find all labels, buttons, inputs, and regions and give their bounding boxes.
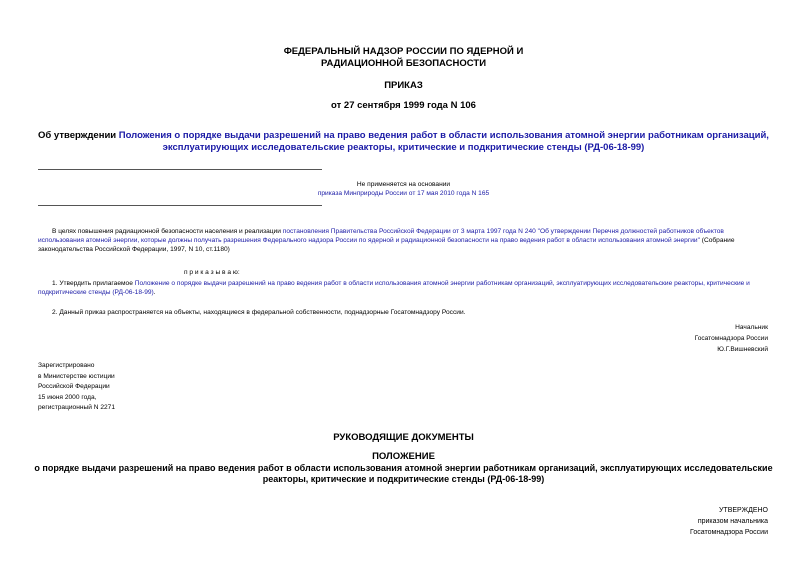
item-1-suffix: . xyxy=(153,289,156,296)
regulation-subtitle xyxy=(20,463,787,485)
order-title xyxy=(30,130,777,154)
doc-date: от 27 сентября 1999 года N 106 xyxy=(331,100,476,111)
approval-block xyxy=(690,505,768,538)
top-divider xyxy=(38,169,322,170)
signature-line-1: Начальник xyxy=(735,324,768,331)
regulation-subtitle-line-1: о порядке выдачи разрешений на право ведения работ в области использования атомной энергии работникам организаций, эксплуатирующих исследовательские xyxy=(34,463,773,473)
status-note-link[interactable]: приказа Минприроды России от 17 мая 2010 года N 165 xyxy=(317,190,490,197)
government-decree-link[interactable]: постановления Правительства Российской Федерации от 3 марта 1997 года N 240 "Об утверждении Перечня должностей работников объектов использования атомной энергии, которые должны получать разрешения Федерального надзора России по ядерной и радиационной безопасности на право ведения работ в области использования атомной энергии" xyxy=(38,228,724,244)
status-note xyxy=(0,180,807,198)
item-1-prefix: 1. Утвердить прилагаемое xyxy=(52,280,135,287)
registration-block xyxy=(38,361,115,414)
agency-line-1: ФЕДЕРАЛЬНЫЙ НАДЗОР РОССИИ ПО ЯДЕРНОЙ И xyxy=(283,46,524,57)
registration-line-3: Российской Федерации xyxy=(38,383,110,390)
order-item-1 xyxy=(38,279,770,297)
order-word: п р и к а з ы в а ю: xyxy=(184,269,240,276)
registration-line-4: 15 июня 2000 года, xyxy=(38,393,97,401)
agency-name xyxy=(0,46,807,70)
registration-line-1: Зарегистрировано xyxy=(38,362,95,369)
approval-line-3: Госатомнадзора России xyxy=(690,529,768,536)
regulation-section-title: ПОЛОЖЕНИЕ xyxy=(372,451,435,462)
preamble-text-1: В целях повышения радиационной безопасности населения и реализации xyxy=(52,228,283,235)
signature-line-3: Ю.Г.Вишневский xyxy=(717,346,768,353)
signature-block xyxy=(695,322,768,355)
regulation-subtitle-line-2: реакторы, критические и подкритические стенды (РД-06-18-99) xyxy=(262,474,545,484)
signature-line-2: Госатомнадзора России xyxy=(694,335,768,342)
agency-line-2: РАДИАЦИОННОЙ БЕЗОПАСНОСТИ xyxy=(320,58,487,69)
registration-line-5: регистрационный N 2271 xyxy=(38,404,116,411)
bottom-divider xyxy=(38,205,322,206)
approval-line-1: УТВЕРЖДЕНО xyxy=(718,507,768,514)
doc-type: ПРИКАЗ xyxy=(384,80,423,91)
order-title-prefix: Об утверждении xyxy=(38,130,119,141)
regulation-link[interactable]: Положение о порядке выдачи разрешений на право ведения работ в области использования атомной энергии работникам организаций, эксплуатирующих исследовательские реакторы, критические и подкритические стенды (РД-06-18-99) xyxy=(38,280,750,296)
preamble-text-2: (Собрание законодательства Российской Федерации, 1997, N 10, ст.1180) xyxy=(38,237,735,253)
order-title-link-2[interactable]: эксплуатирующих исследовательские реакторы, критические и подкритические стенды (РД-06-18-99) xyxy=(162,142,645,153)
order-item-2: 2. Данный приказ распространяется на объекты, находящиеся в федеральной собственности, поднадзорные Госатомнадзору России. xyxy=(52,309,466,316)
registration-line-2: в Министерстве юстиции xyxy=(38,372,115,380)
preamble-paragraph xyxy=(38,227,770,254)
status-note-text: Не применяется на основании xyxy=(356,181,451,188)
order-title-link-1[interactable]: Положения о порядке выдачи разрешений на право ведения работ в области использования атомной энергии работникам организаций, xyxy=(118,130,769,141)
approval-line-2: приказом начальника xyxy=(697,518,768,525)
guidance-heading: РУКОВОДЯЩИЕ ДОКУМЕНТЫ xyxy=(333,432,474,443)
